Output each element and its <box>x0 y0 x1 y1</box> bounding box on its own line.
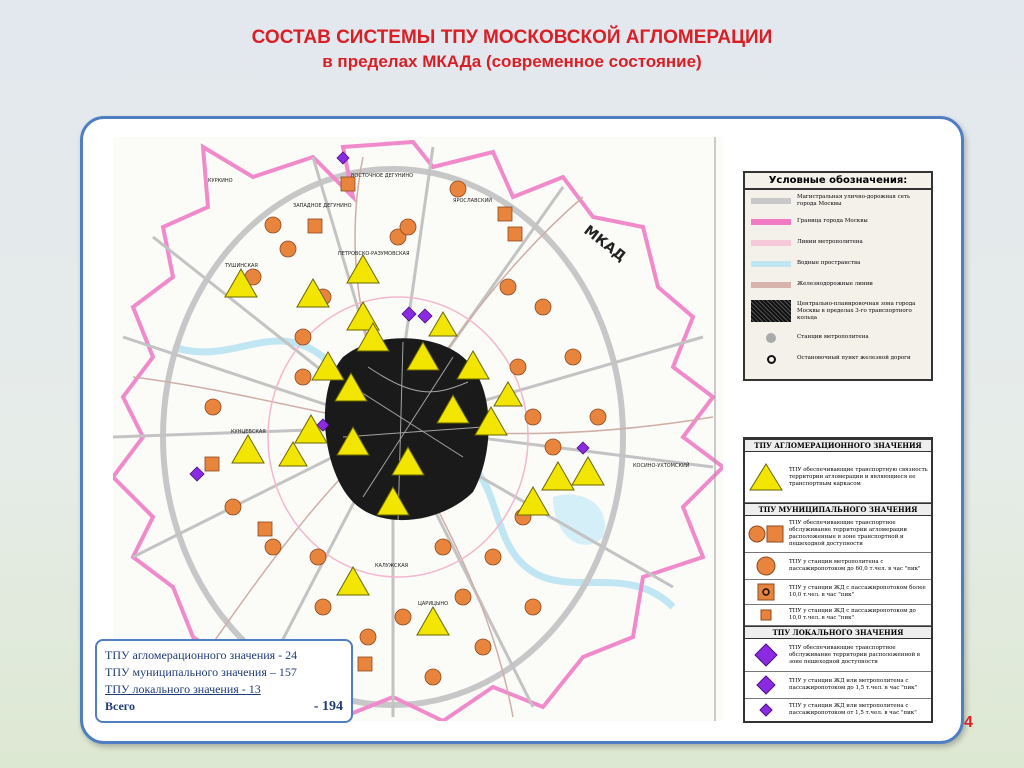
legend-tpu <box>743 437 933 723</box>
legend-label: ТПУ обеспечивающие транспортное обслуживание территории расположенной в зоне пешеходной доступности <box>789 644 920 665</box>
legend-symbols <box>743 171 933 381</box>
diamond-icon <box>745 675 787 695</box>
legend-swatch <box>751 240 791 246</box>
diamond-icon <box>745 643 787 667</box>
place-label: КОСИНО-УХТОМСКИЙ <box>633 463 690 469</box>
rail-tpu-marker[interactable] <box>498 207 512 221</box>
place-label: ЦАРИЦЫНО <box>418 601 449 607</box>
muni-tpu-marker[interactable] <box>500 279 516 295</box>
legend-row <box>745 211 931 232</box>
legend-label: Магистральная улично-дорожная сеть города Москвы <box>797 193 911 207</box>
place-label: КАЛУЖСКАЯ <box>375 563 409 569</box>
rail-stop-icon <box>751 355 791 363</box>
muni-tpu-marker[interactable] <box>265 217 281 233</box>
muni-tpu-marker[interactable] <box>525 599 541 615</box>
stat-total-label: Всего <box>105 699 135 713</box>
map-frame <box>80 116 964 744</box>
legend-label: ТПУ у станции ЖД с пассажиропотоком более 10,0 т.чел. в час "пик" <box>789 585 926 598</box>
legend-row <box>745 672 931 699</box>
moscow-map[interactable] <box>113 137 723 721</box>
legend-row <box>745 327 931 348</box>
muni-tpu-marker[interactable] <box>450 181 466 197</box>
legend-label: Водные пространства <box>797 260 861 266</box>
legend-row <box>745 605 931 626</box>
legend-section-local: ТПУ ЛОКАЛЬНОГО ЗНАЧЕНИЯ <box>745 626 931 639</box>
place-label: КУНЦЕВСКАЯ <box>231 429 266 435</box>
legend-row <box>745 639 931 672</box>
muni-tpu-marker[interactable] <box>425 669 441 685</box>
legend-row <box>745 295 931 327</box>
legend-label: ТПУ обеспечивающие транспортное обслуживание территории агломерации расположенные в зоне транспортной и пешеходной доступности <box>789 520 907 547</box>
muni-tpu-marker[interactable] <box>510 359 526 375</box>
stat-muni: ТПУ муниципального значения – 157 <box>105 665 297 679</box>
legend-label: ТПУ обеспечивающие транспортную связность территории агломерации и являющиеся ее транспортным каркасом <box>789 466 928 487</box>
legend-label: ТПУ у станции ЖД с пассажиропотоком до 10,0 т.чел. в час "пик" <box>789 608 916 621</box>
legend-row <box>745 348 931 369</box>
legend-section-agglo: ТПУ АГЛОМЕРАЦИОННОГО ЗНАЧЕНИЯ <box>745 439 931 452</box>
legend-swatch <box>751 219 791 225</box>
place-label: ТУШИНСКАЯ <box>225 263 258 269</box>
legend-label: ТПУ у станции метрополитена с пассажиропотоком до 60,0 т.чел. в час "пик" <box>789 559 921 572</box>
muni-tpu-marker[interactable] <box>310 549 326 565</box>
rail-tpu-marker[interactable] <box>358 657 372 671</box>
map-svg <box>113 137 723 721</box>
place-label: ВОСТОЧНОЕ ДЕГУНИНО <box>351 173 414 179</box>
small-diamond-icon <box>745 703 787 717</box>
legend-label: Железнодорожные линии <box>797 281 873 287</box>
legend-label: Граница города Москвы <box>797 218 868 224</box>
legend-row <box>745 516 931 553</box>
tpu-stats-box <box>95 639 353 723</box>
legend-label: ТПУ у станции ЖД или метрополитена с пассажиропотоком до 1,5 т.чел. в час "пик" <box>789 678 918 691</box>
muni-tpu-marker[interactable] <box>545 439 561 455</box>
legend-section-muni: ТПУ МУНИЦИПАЛЬНОГО ЗНАЧЕНИЯ <box>745 503 931 516</box>
stat-local: ТПУ локального значения - 13 <box>105 682 261 696</box>
legend-title: Условные обозначения: <box>745 173 931 190</box>
place-label: КУРКИНО <box>208 178 233 184</box>
title-line2: в пределах МКАДа (современное состояние) <box>322 52 702 71</box>
legend-swatch <box>751 261 791 267</box>
legend-label: Линии метрополитена <box>797 239 863 245</box>
muni-tpu-marker[interactable] <box>525 409 541 425</box>
slide-title <box>0 26 1024 74</box>
stat-agglo: ТПУ агломерационного значения - 24 <box>105 648 298 662</box>
legend-swatch <box>751 282 791 288</box>
rail-tpu-marker[interactable] <box>508 227 522 241</box>
legend-swatch <box>751 198 791 204</box>
muni-tpu-marker[interactable] <box>265 539 281 555</box>
legend-row <box>745 699 931 721</box>
muni-tpu-marker[interactable] <box>395 609 411 625</box>
legend-row <box>745 452 931 503</box>
muni-tpu-marker[interactable] <box>400 219 416 235</box>
muni-tpu-marker[interactable] <box>295 369 311 385</box>
legend-row <box>745 274 931 295</box>
muni-tpu-marker[interactable] <box>225 499 241 515</box>
muni-tpu-marker[interactable] <box>435 539 451 555</box>
muni-tpu-marker[interactable] <box>590 409 606 425</box>
muni-tpu-marker[interactable] <box>315 599 331 615</box>
circle-icon <box>745 556 787 576</box>
title-line1: СОСТАВ СИСТЕМЫ ТПУ МОСКОВСКОЙ АГЛОМЕРАЦИИ <box>251 27 773 48</box>
stat-total <box>105 698 343 715</box>
small-square-icon <box>745 609 787 621</box>
legend-row <box>745 190 931 211</box>
legend-label: Остановочный пункт железной дороги <box>797 355 911 361</box>
legend-label: Центрально-планировочная зона города Москвы в пределах 3-го транспортного кольца <box>797 300 916 321</box>
legend-row <box>745 253 931 274</box>
legend-label: Станции метрополитена <box>797 334 869 340</box>
place-label: ПЕТРОВСКО-РАЗУМОВСКАЯ <box>338 251 410 257</box>
legend-row <box>745 580 931 605</box>
page-number: 4 <box>964 714 973 731</box>
legend-row <box>745 232 931 253</box>
muni-tpu-marker[interactable] <box>295 329 311 345</box>
muni-tpu-marker[interactable] <box>565 349 581 365</box>
stat-total-value: - 194 <box>313 699 343 714</box>
triangle-icon <box>745 462 787 492</box>
muni-tpu-marker[interactable] <box>205 399 221 415</box>
legend-label: ТПУ у станции ЖД или метрополитена с пассажиропотоком от 1,5 т.чел. в час "пик" <box>789 703 917 716</box>
legend-swatch <box>751 300 791 322</box>
muni-tpu-marker[interactable] <box>455 589 471 605</box>
rail-tpu-marker[interactable] <box>205 457 219 471</box>
place-label: ЯРОСЛАВСКИЙ <box>453 198 493 204</box>
square-icon <box>745 583 787 601</box>
muni-tpu-marker[interactable] <box>485 549 501 565</box>
muni-tpu-marker[interactable] <box>280 241 296 257</box>
mkad-label: МКАД <box>580 222 629 266</box>
muni-tpu-marker[interactable] <box>535 299 551 315</box>
place-label: ЗАПАДНОЕ ДЕГУНИНО <box>293 203 352 209</box>
muni-tpu-marker[interactable] <box>475 639 491 655</box>
legend-row <box>745 553 931 580</box>
rail-tpu-marker[interactable] <box>308 219 322 233</box>
muni-tpu-marker[interactable] <box>360 629 376 645</box>
rail-tpu-marker[interactable] <box>341 177 355 191</box>
rail-tpu-marker[interactable] <box>258 522 272 536</box>
metro-station-icon <box>751 333 791 343</box>
circle-square-icon <box>745 525 787 543</box>
